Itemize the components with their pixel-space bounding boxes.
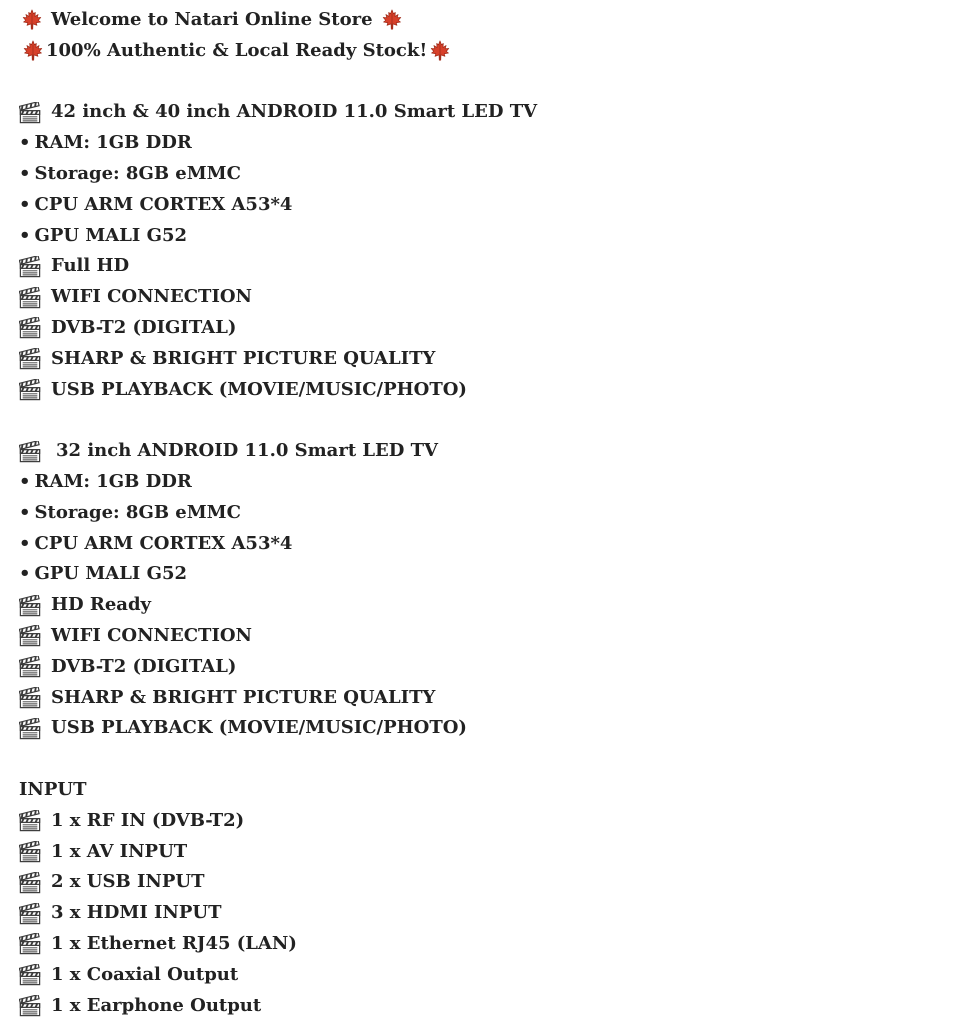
spec-text: Storage: 8GB eMMC	[35, 498, 241, 529]
clapper-board-icon	[19, 687, 41, 709]
clapper-board-icon	[19, 903, 41, 925]
spec-line	[19, 159, 960, 190]
feature-line	[19, 344, 960, 375]
clapper-board-icon	[19, 872, 41, 894]
bullet: •	[19, 221, 31, 252]
bullet: •	[19, 190, 31, 221]
feature-text: WIFI CONNECTION	[51, 621, 252, 652]
spec-text: GPU MALI G52	[35, 559, 188, 590]
bullet: •	[19, 159, 31, 190]
feature-line	[19, 282, 960, 313]
feature-line	[19, 375, 960, 406]
clapper-board-icon	[19, 441, 41, 463]
spacer	[19, 405, 960, 436]
spec-text: RAM: 1GB DDR	[35, 467, 192, 498]
input-item-text: 1 x RF IN (DVB-T2)	[51, 806, 244, 837]
maple-leaf-icon	[381, 9, 403, 31]
clapper-board-icon	[19, 595, 41, 617]
spec-line	[19, 190, 960, 221]
clapper-board-icon	[19, 964, 41, 986]
input-item-text: 1 x Ethernet RJ45 (LAN)	[51, 929, 297, 960]
clapper-board-icon	[19, 656, 41, 678]
spec-text: GPU MALI G52	[35, 221, 188, 252]
spec-text: Storage: 8GB eMMC	[35, 159, 241, 190]
spec-line	[19, 559, 960, 590]
input-item-text: 1 x AV INPUT	[51, 837, 187, 868]
spec-line	[19, 529, 960, 560]
input-item-text: 3 x HDMI INPUT	[51, 898, 222, 929]
input-item-text: 2 x USB INPUT	[51, 867, 204, 898]
spacer	[19, 744, 960, 775]
clapper-board-icon	[19, 317, 41, 339]
bullet: •	[19, 529, 31, 560]
input-item	[19, 929, 960, 960]
clapper-board-icon	[19, 348, 41, 370]
feature-text: USB PLAYBACK (MOVIE/MUSIC/PHOTO)	[51, 375, 467, 406]
input-item-text: 1 x Earphone Output	[51, 991, 261, 1021]
clapper-board-icon	[19, 718, 41, 740]
spec-line	[19, 467, 960, 498]
clapper-board-icon	[19, 995, 41, 1017]
tv42-title	[19, 97, 960, 128]
bullet: •	[19, 128, 31, 159]
feature-line	[19, 590, 960, 621]
bullet: •	[19, 467, 31, 498]
spacer	[19, 67, 960, 98]
clapper-board-icon	[19, 625, 41, 647]
spec-text: CPU ARM CORTEX A53*4	[35, 190, 293, 221]
feature-line	[19, 251, 960, 282]
input-item	[19, 898, 960, 929]
tv42-title-text: 42 inch & 40 inch ANDROID 11.0 Smart LED TV	[51, 97, 537, 128]
clapper-board-icon	[19, 841, 41, 863]
clapper-board-icon	[19, 810, 41, 832]
spec-text: CPU ARM CORTEX A53*4	[35, 529, 293, 560]
feature-text: DVB-T2 (DIGITAL)	[51, 652, 236, 683]
spec-text: RAM: 1GB DDR	[35, 128, 192, 159]
spec-line	[19, 128, 960, 159]
input-item	[19, 960, 960, 991]
maple-leaf-icon	[21, 9, 43, 31]
input-heading-text: INPUT	[19, 775, 87, 806]
input-item	[19, 867, 960, 898]
feature-line	[19, 713, 960, 744]
feature-line	[19, 313, 960, 344]
feature-text: HD Ready	[51, 590, 151, 621]
clapper-board-icon	[19, 379, 41, 401]
tv32-title	[19, 436, 960, 467]
input-item	[19, 806, 960, 837]
input-item-text: 1 x Coaxial Output	[51, 960, 238, 991]
feature-text: SHARP & BRIGHT PICTURE QUALITY	[51, 344, 435, 375]
spec-line	[19, 498, 960, 529]
authentic-line	[19, 36, 960, 67]
feature-text: USB PLAYBACK (MOVIE/MUSIC/PHOTO)	[51, 713, 467, 744]
tv32-title-text: 32 inch ANDROID 11.0 Smart LED TV	[56, 436, 438, 467]
feature-line	[19, 652, 960, 683]
authentic-text: 100% Authentic & Local Ready Stock!	[46, 36, 427, 67]
feature-line	[19, 621, 960, 652]
clapper-board-icon	[19, 102, 41, 124]
bullet: •	[19, 498, 31, 529]
feature-text: SHARP & BRIGHT PICTURE QUALITY	[51, 683, 435, 714]
feature-text: Full HD	[51, 251, 129, 282]
clapper-board-icon	[19, 256, 41, 278]
feature-line	[19, 683, 960, 714]
welcome-text: Welcome to Natari Online Store	[51, 5, 373, 36]
bullet: •	[19, 559, 31, 590]
maple-leaf-icon	[22, 40, 44, 62]
feature-text: DVB-T2 (DIGITAL)	[51, 313, 236, 344]
input-item	[19, 991, 960, 1021]
clapper-board-icon	[19, 287, 41, 309]
input-item	[19, 837, 960, 868]
feature-text: WIFI CONNECTION	[51, 282, 252, 313]
spec-line	[19, 221, 960, 252]
maple-leaf-icon	[429, 40, 451, 62]
welcome-line	[19, 5, 960, 36]
input-heading	[19, 775, 960, 806]
clapper-board-icon	[19, 933, 41, 955]
